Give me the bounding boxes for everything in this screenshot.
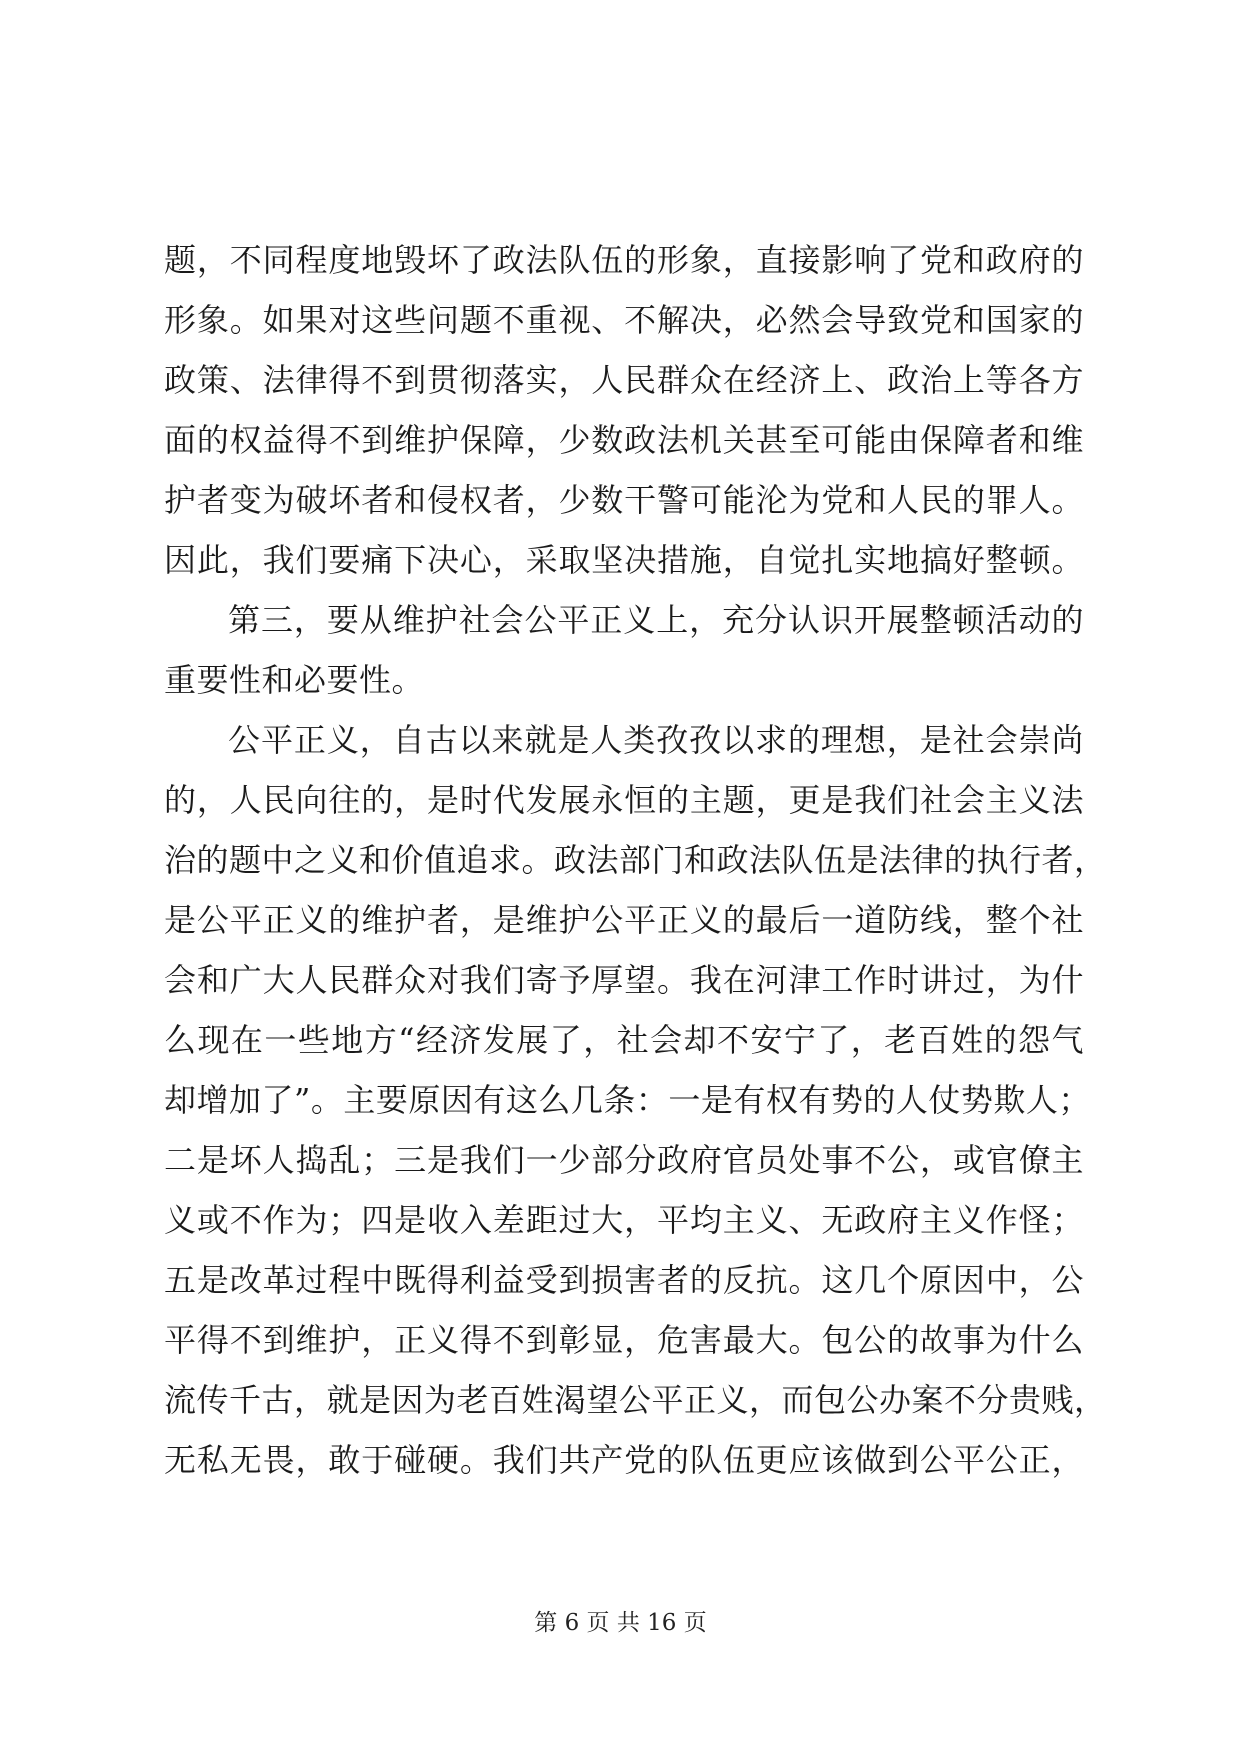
text-line: 二是坏人捣乱；三是我们一少部分政府官员处事不公，或官僚主 [164,1141,1084,1179]
text-line: 是公平正义的维护者，是维护公平正义的最后一道防线，整个社 [164,901,1084,939]
page-footer: 第 6 页 共 16 页 [534,1610,707,1636]
text-line: 却增加了”。主要原因有这么几条：一是有权有势的人仗势欺人； [164,1081,1091,1119]
text-line: 平得不到维护，正义得不到彰显，危害最大。包公的故事为什么 [164,1321,1084,1359]
text-line: 题，不同程度地毁坏了政法队伍的形象，直接影响了党和政府的 [164,241,1084,279]
text-line: 护者变为破坏者和侵权者，少数干警可能沦为党和人民的罪人。 [164,481,1084,519]
text-line: 因此，我们要痛下决心，采取坚决措施，自觉扎实地搞好整顿。 [164,541,1084,579]
text-line: 第三，要从维护社会公平正义上，充分认识开展整顿活动的 [228,601,1084,639]
text-line: 重要性和必要性。 [164,661,425,699]
text-line: 的，人民向往的，是时代发展永恒的主题，更是我们社会主义法 [164,781,1084,819]
text-line: 义或不作为；四是收入差距过大，平均主义、无政府主义作怪； [164,1201,1084,1239]
text-line: 么现在一些地方“经济发展了，社会却不安宁了，老百姓的怨气 [164,1021,1084,1059]
text-line: 形象。如果对这些问题不重视、不解决，必然会导致党和国家的 [164,301,1084,339]
text-line: 面的权益得不到维护保障，少数政法机关甚至可能由保障者和维 [164,421,1084,459]
text-line: 会和广大人民群众对我们寄予厚望。我在河津工作时讲过，为什 [164,961,1084,999]
text-line: 无私无畏，敢于碰硬。我们共产党的队伍更应该做到公平公正， [164,1441,1084,1479]
text-line: 五是改革过程中既得利益受到损害者的反抗。这几个原因中，公 [164,1261,1084,1299]
text-line: 公平正义，自古以来就是人类孜孜以求的理想，是社会崇尚 [228,721,1084,759]
text-line: 政策、法律得不到贯彻落实，人民群众在经济上、政治上等各方 [164,361,1084,399]
text-line: 流传千古，就是因为老百姓渴望公平正义，而包公办案不分贵贱， [164,1381,1107,1419]
text-line: 治的题中之义和价值追求。政法部门和政法队伍是法律的执行者， [164,841,1107,879]
body-text [164,230,1107,1490]
